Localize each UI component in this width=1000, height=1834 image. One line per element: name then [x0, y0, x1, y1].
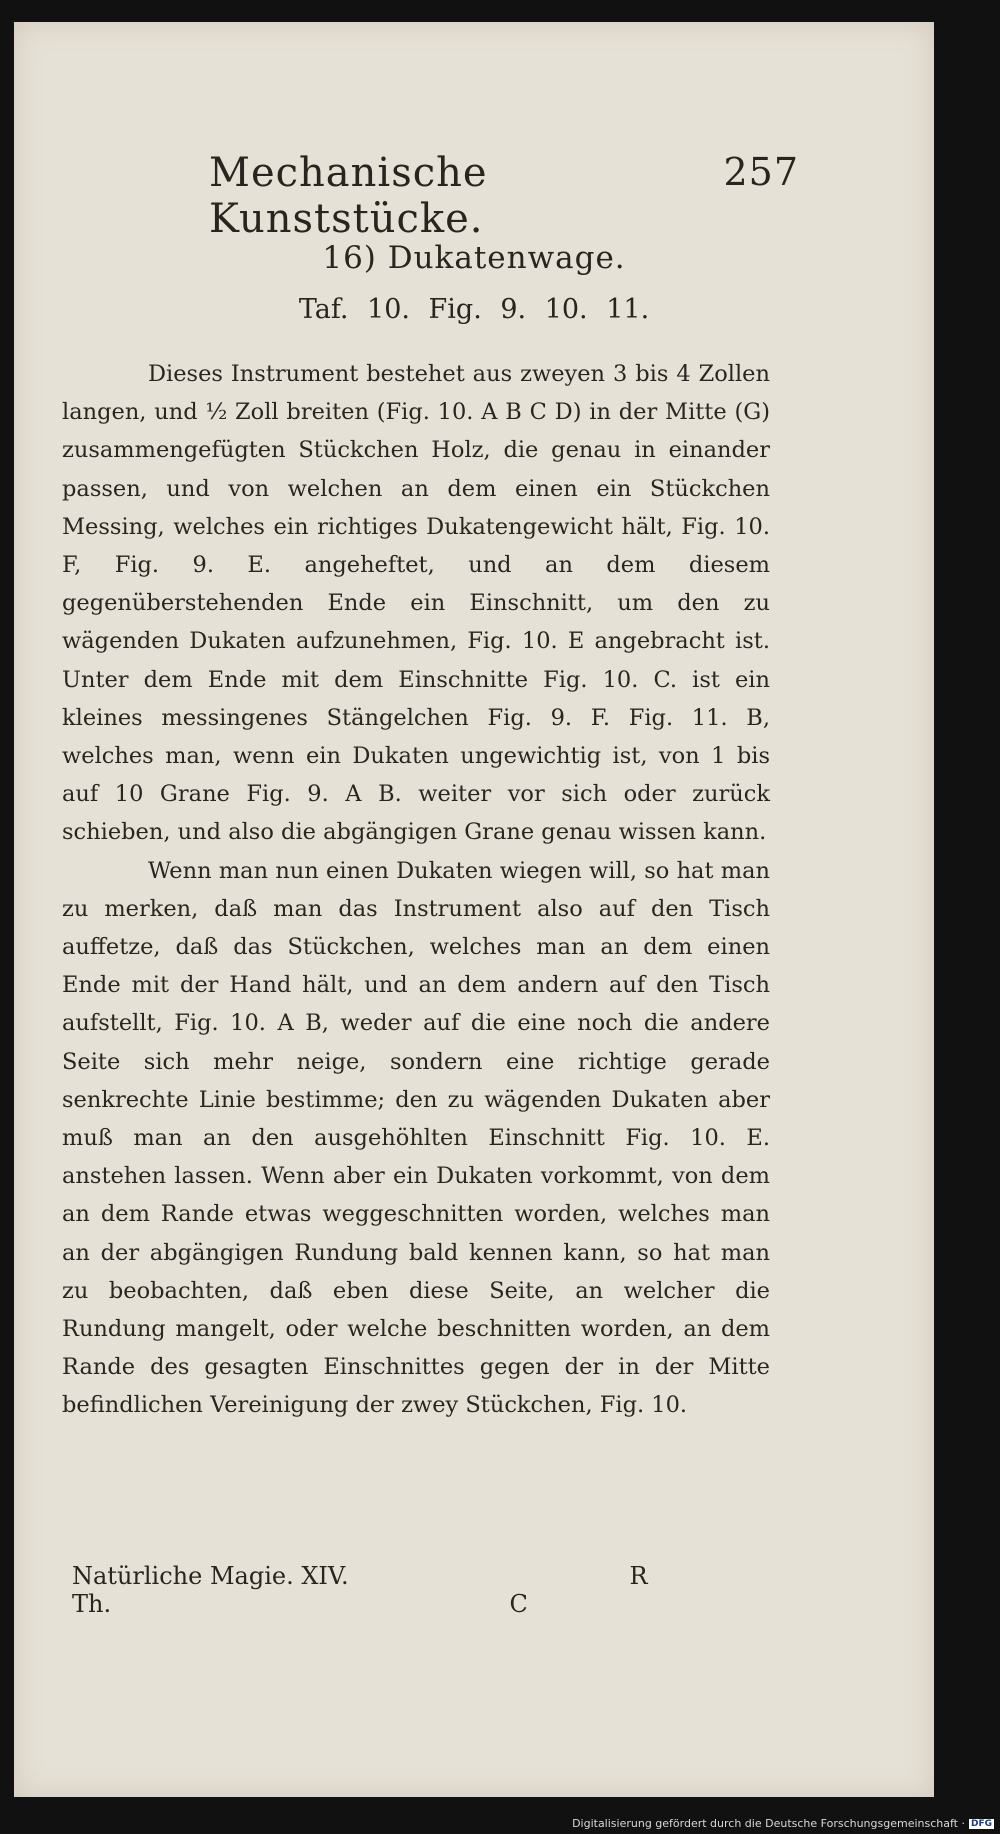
- running-header: [209, 150, 799, 242]
- book-page: [14, 22, 934, 1797]
- figure-reference: Taf. 10. Fig. 9. 10. 11.: [298, 294, 650, 325]
- section-title: 16) Dukatenwage.: [322, 240, 626, 276]
- page-number: 257: [723, 150, 799, 194]
- running-title: Mechanische Kunststücke.: [209, 150, 488, 242]
- credit-text: Digitalisierung gefördert durch die Deutsche Forschungsgemeinschaft ·: [572, 1817, 965, 1830]
- paragraph-1: Dieses Instrument bestehet aus zweyen 3 bis 4 Zollen langen, und ½ Zoll breiten (Fig. 10. A B C D) in der Mitte (G) zusammengefügten Stückchen Holz, die genau in einander passen, und von welchen an dem einen ein Stückchen Messing, welches ein richtiges Dukatengewicht hält, Fig. 10. F, Fig. 9. E. angeheftet, und an dem diesem gegenüberstehenden Ende ein Einschnitt, um den zu wägenden Dukaten aufzunehmen, Fig. 10. E angebracht ist. Unter dem Ende mit dem Einschnitte Fig. 10. C. ist ein kleines messingenes Stängelchen Fig. 9. F. Fig. 11. B, welches man, wenn ein Dukaten ungewichtig ist, von 1 bis auf 10 Grane Fig. 9. A B. weiter vor sich oder zurück schieben, und also die abgängigen Grane genau wissen kann.: [62, 361, 770, 846]
- footer-book-title: Natürliche Magie. XIV. Th.: [72, 1562, 349, 1618]
- paragraph-2: Wenn man nun einen Dukaten wiegen will, so hat man zu merken, daß man das Instrument also auf den Tisch auffetze, daß das Stückchen, welches man an dem einen Ende mit der Hand hält, und an dem andern auf den Tisch aufstellt, Fig. 10. A B, weder auf die eine noch die andere Seite sich mehr neige, sondern eine richtige gerade senkrechte Linie bestimme; den zu wägenden Dukaten aber muß man an den ausgehöhlten Einschnitt Fig. 10. E. anstehen lassen. Wenn aber ein Dukaten vorkommt, von dem an dem Rande etwas weggeschnitten worden, welches man an der abgängigen Rundung bald kennen kann, so hat man zu beobachten, daß eben diese Seite, an welcher die Rundung mangelt, oder welche beschnitten worden, an dem Rande des gesagten Einschnittes gegen der in der Mitte befindlichen Vereinigung der zwey Stückchen, Fig. 10.: [62, 857, 770, 1419]
- page-footer: [72, 1562, 772, 1618]
- body-text: [62, 355, 770, 1425]
- digitization-credit: [572, 1817, 994, 1830]
- signature-mark: R: [629, 1562, 648, 1590]
- catchword: C: [509, 1590, 528, 1618]
- dfg-logo-icon: DFG: [970, 1818, 992, 1829]
